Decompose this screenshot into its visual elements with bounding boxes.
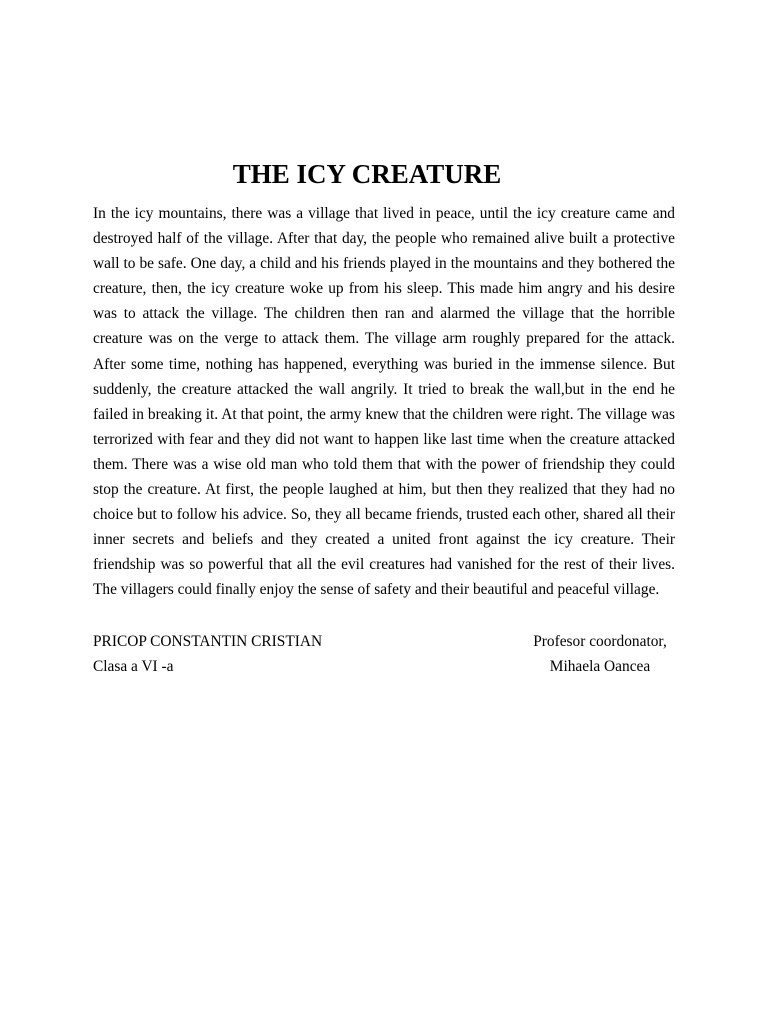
document-title: THE ICY CREATURE [232,159,502,189]
coordinator-name: Mihaela Oancea [549,658,651,675]
author-class: Clasa a VI -a [93,658,174,675]
coordinator-block [500,629,700,679]
author-name: PRICOP CONSTANTIN CRISTIAN [93,633,323,650]
story-paragraph: In the icy mountains, there was a village that lived in peace, until the icy creature came and destroyed half of the village. After that day, the people who remained alive built a protective wall to be safe. One day, a child and his friends played in the mountains and they bothered the creature, then, the icy creature woke up from his sleep. This made him angry and his desire was to attack the village. The children then ran and alarmed the village that the horrible creature was on the verge to attack them. The village arm roughly prepared for the attack. After some time, nothing has happened, everything was buried in the immense silence. But suddenly, the creature attacked the wall angrily. It tried to break the wall,but in the end he failed in breaking it. At that point, the army knew that the children were right. The village was terrorized with fear and they did not want to happen like last time when the creature attacked them. There was a wise old man who told them that with the power of friendship they could stop the creature. At first, the people laughed at him, but then they realized that they had no choice but to follow his advice. So, they all became friends, trusted each other, shared all their inner secrets and beliefs and they created a united front against the icy creature. Their friendship was so powerful that all the evil creatures had vanished for the rest of their lives. The villagers could finally enjoy the sense of safety and their beautiful and peaceful village. [93,205,675,599]
coordinator-role: Profesor coordonator, [533,633,667,650]
author-block [93,629,322,679]
